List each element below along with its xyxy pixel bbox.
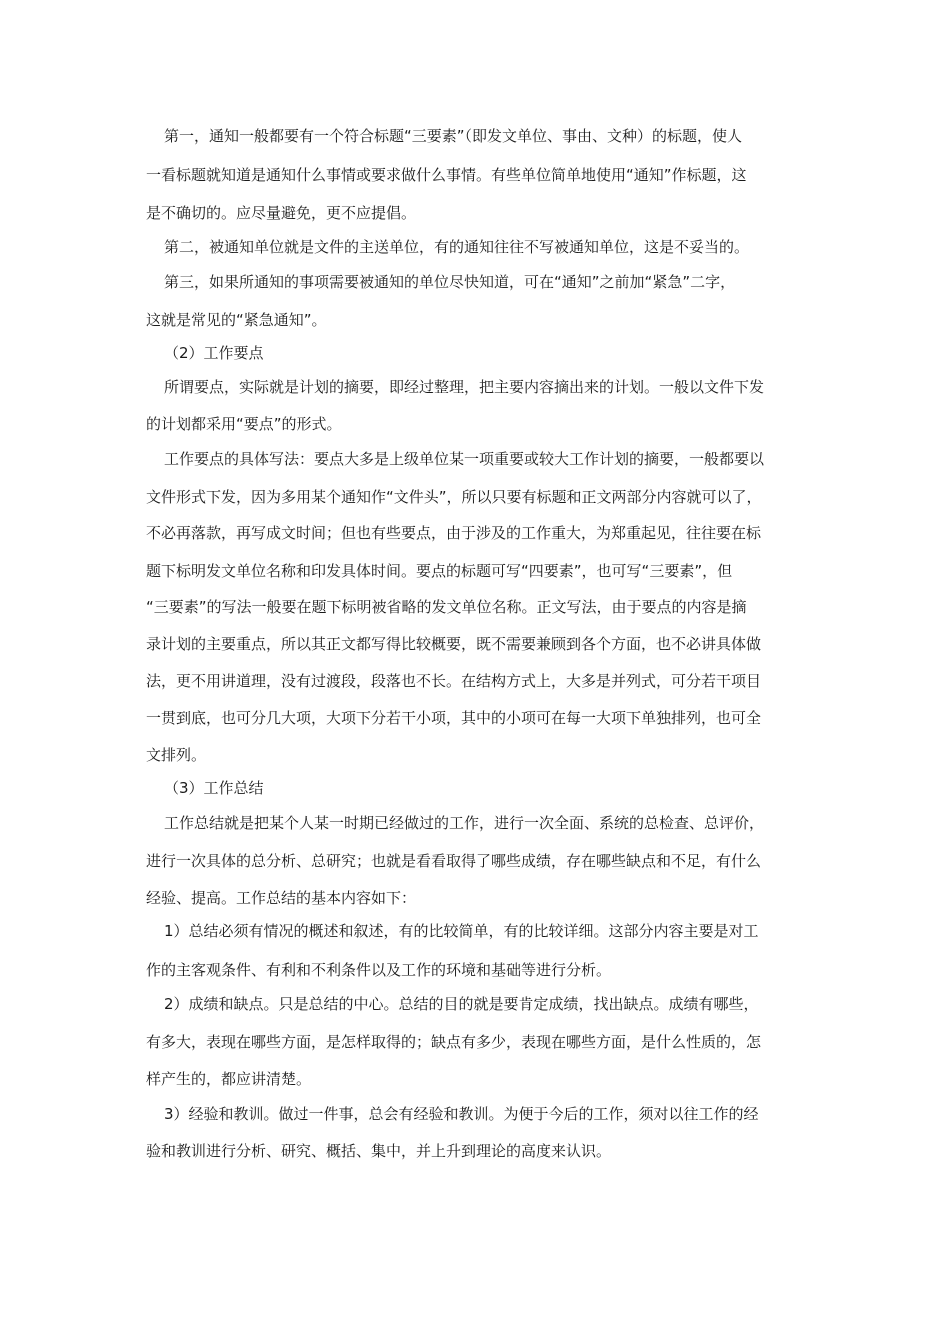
text-line: 法，更不用讲道理，没有过渡段，段落也不长。在结构方式上，大多是并列式，可分若干项目: [146, 672, 762, 690]
text-line: 作的主客观条件、有利和不利条件以及工作的环境和基础等进行分析。: [146, 961, 612, 979]
text-line: 样产生的，都应讲清楚。: [146, 1070, 312, 1088]
text-line: 第三，如果所通知的事项需要被通知的单位尽快知道，可在“通知”之前加“紧急”二字，: [164, 273, 736, 291]
list-item: 3）经验和教训。做过一件事，总会有经验和教训。为便于今后的工作，须对以往工作的经: [164, 1105, 759, 1123]
list-item: 2）成绩和缺点。只是总结的中心。总结的目的就是要肯定成绩，找出缺点。成绩有哪些，: [164, 995, 759, 1013]
text-line: 有多大，表现在哪些方面，是怎样取得的；缺点有多少，表现在哪些方面，是什么性质的，怎: [146, 1033, 762, 1051]
text-line: 验和教训进行分析、研究、概括、集中，并上升到理论的高度来认识。: [146, 1142, 612, 1160]
section-heading: （2）工作要点: [164, 344, 264, 362]
text-line: 这就是常见的“紧急通知”。: [146, 311, 327, 329]
text-line: 录计划的主要重点，所以其正文都写得比较概要，既不需要兼顾到各个方面，也不必讲具体做: [146, 635, 762, 653]
text-line: 所谓要点，实际就是计划的摘要，即经过整理，把主要内容摘出来的计划。一般以文件下发: [164, 378, 765, 396]
text-line: “三要素”的写法一般要在题下标明被省略的发文单位名称。正文写法，由于要点的内容是摘: [146, 598, 747, 616]
text-line: 第二，被通知单位就是文件的主送单位，有的通知往往不写被通知单位，这是不妥当的。: [164, 238, 750, 256]
text-line: 不必再落款，再写成文时间；但也有些要点，由于涉及的工作重大，为郑重起见，往往要在标: [146, 524, 762, 542]
text-line: 一贯到底，也可分几大项，大项下分若干小项，其中的小项可在每一大项下单独排列，也可全: [146, 709, 762, 727]
text-line: 第一，通知一般都要有一个符合标题“三要素”（即发文单位、事由、文种）的标题，使人: [164, 127, 743, 145]
text-line: 一看标题就知道是通知什么事情或要求做什么事情。有些单位简单地使用“通知”作标题，这: [146, 166, 747, 184]
text-line: 进行一次具体的总分析、总研究；也就是看看取得了哪些成绩，存在哪些缺点和不足，有什么: [146, 852, 762, 870]
text-line: 文件形式下发，因为多用某个通知作“文件头”，所以只要有标题和正文两部分内容就可以了，: [146, 488, 762, 506]
text-line: 题下标明发文单位名称和印发具体时间。要点的标题可写“四要素”，也可写“三要素”，但: [146, 562, 733, 580]
text-line: 文排列。: [146, 746, 207, 764]
text-line: 工作总结就是把某个人某一时期已经做过的工作，进行一次全面、系统的总检查、总评价，: [164, 814, 765, 832]
text-line: 的计划都采用“要点”的形式。: [146, 415, 342, 433]
text-line: 经验、提高。工作总结的基本内容如下：: [146, 889, 417, 907]
text-line: 是不确切的。应尽量避免，更不应提倡。: [146, 204, 417, 222]
section-heading: （3）工作总结: [164, 779, 264, 797]
list-item: 1）总结必须有情况的概述和叙述，有的比较简单，有的比较详细。这部分内容主要是对工: [164, 922, 759, 940]
text-line: 工作要点的具体写法：要点大多是上级单位某一项重要或较大工作计划的摘要，一般都要以: [164, 450, 765, 468]
